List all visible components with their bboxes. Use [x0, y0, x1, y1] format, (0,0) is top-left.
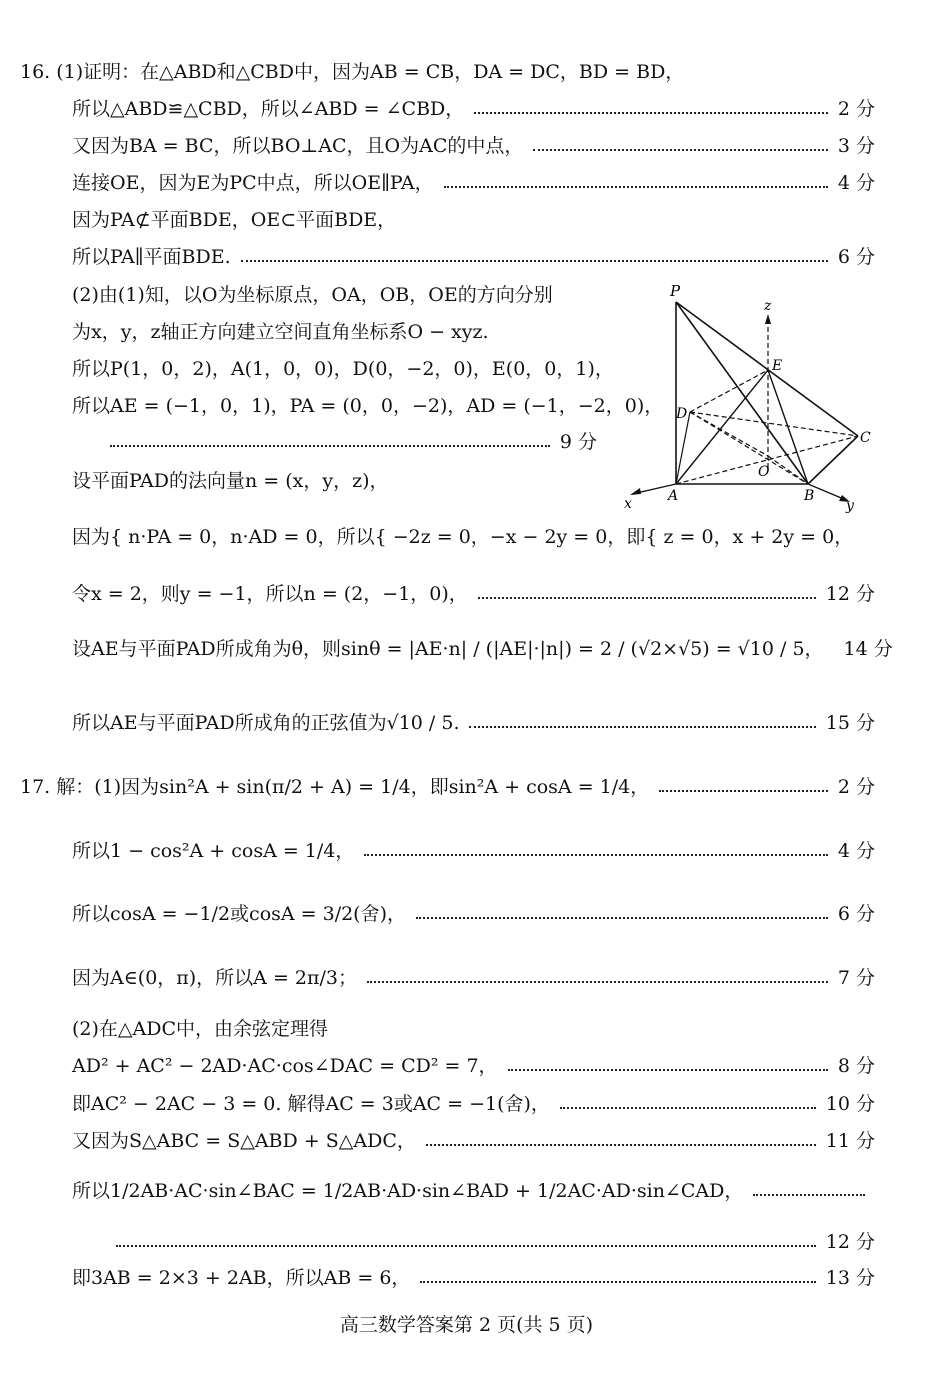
score-label: 12 分 [825, 583, 875, 605]
score-label: 7 分 [837, 967, 875, 989]
q17-line-2 [72, 836, 875, 866]
edge-AE [676, 370, 768, 484]
score-label: 10 分 [825, 1093, 875, 1115]
score-label: 15 分 [825, 712, 875, 734]
label-y: y [846, 498, 854, 514]
q17-text-3: 所以cosA = −1/2或cosA = 3/2(舍)， [72, 903, 407, 925]
q16-text-16: 所以AE与平面PAD所成角的正弦值为√10 / 5. [72, 712, 460, 734]
q16-text-4: 连接OE，因为E为PC中点，所以OE∥PA， [72, 172, 434, 194]
q16-text-2: 所以△ABD≌△CBD，所以∠ABD = ∠CBD， [72, 98, 465, 120]
q17-line-3 [72, 899, 875, 929]
label-A: A [668, 488, 679, 504]
q17-line-7 [72, 1089, 875, 1119]
q16-line-9 [72, 354, 614, 384]
leader-dots [241, 258, 828, 262]
score-label: 9 分 [559, 431, 597, 453]
q16-line-2 [72, 94, 875, 124]
z-axis-arrow [765, 314, 771, 324]
leader-dots [110, 443, 550, 447]
leader-dots [416, 915, 828, 919]
leader-dots [478, 595, 816, 599]
q16-line-12 [72, 466, 603, 496]
leader-dots [469, 724, 815, 728]
edge-AD-front [676, 412, 690, 484]
q16-text-9: 所以P(1，0，2)，A(1，0，0)，D(0，−2，0)，E(0，0，1)， [72, 358, 614, 380]
q16-line-16 [72, 708, 875, 738]
q16-text-14: 令x = 2，则y = −1，所以n = (2，−1，0)， [72, 583, 468, 605]
leader-dots [533, 147, 827, 151]
score-label: 6 分 [837, 903, 875, 925]
label-P: P [670, 282, 681, 300]
leader-dots [560, 1105, 816, 1109]
leader-dots [426, 1142, 816, 1146]
q16-line-10 [72, 391, 664, 421]
edge-PB [676, 302, 808, 484]
q17-text-4: 因为A∈(0，π)，所以A = 2π/3； [72, 967, 357, 989]
q16-text-15: 设AE与平面PAD所成角为θ，则sinθ = |AE·n| / (|AE|·|n|) = 2 / (√2×√5) = √10 / 5， [72, 638, 824, 660]
leader-dots [508, 1067, 828, 1071]
label-O: O [758, 464, 770, 480]
edge-DB [690, 412, 808, 484]
q16-line-5 [72, 205, 875, 235]
q16-text-5: 因为PA⊄平面BDE，OE⊂平面BDE， [72, 209, 397, 231]
page-footer: 高三数学答案第 2 页(共 5 页) [339, 1314, 594, 1336]
label-z: z [764, 298, 772, 314]
label-D: D [676, 406, 688, 422]
q17-text-1: 解：(1)因为sin²A + sin(π/2 + A) = 1/4，即sin²A + cosA = 1/4， [56, 776, 650, 798]
score-label: 14 分 [843, 638, 893, 660]
q16-text-8: 为x，y，z轴正方向建立空间直角坐标系O − xyz. [72, 321, 489, 343]
q17-text-7: 即AC² − 2AC − 3 = 0. 解得AC = 3或AC = −1(舍)， [72, 1093, 550, 1115]
q17-text-5: (2)在△ADC中，由余弦定理得 [72, 1018, 329, 1040]
q17-line-5 [72, 1014, 875, 1044]
edge-BE [768, 370, 808, 484]
q16-line-15 [72, 634, 893, 664]
label-B: B [804, 488, 815, 504]
q16-line-8 [72, 317, 603, 347]
label-C: C [860, 430, 871, 446]
score-label: 6 分 [837, 246, 875, 268]
q17-line-10 [116, 1227, 875, 1257]
score-label: 13 分 [825, 1267, 875, 1289]
q16-text-13: 因为{ n·PA = 0，n·AD = 0，所以{ −2z = 0，−x − 2y = 0，即{ z = 0，x + 2y = 0， [72, 526, 854, 548]
q16-line-14 [72, 579, 875, 609]
q16-line-4 [72, 168, 875, 198]
q16-number: 16. [20, 61, 51, 83]
score-label: 12 分 [825, 1231, 875, 1253]
score-label: 2 分 [837, 98, 875, 120]
leader-dots [659, 788, 828, 792]
score-label: 4 分 [837, 172, 875, 194]
edge-DC [690, 412, 858, 436]
q16-text-3: 又因为BA = BC，所以BO⊥AC，且O为AC的中点， [72, 135, 524, 157]
q16-text-7: (2)由(1)知，以O为坐标原点，OA，OB，OE的方向分别 [72, 284, 553, 306]
q16-line-1 [20, 57, 875, 87]
leader-dots [364, 852, 827, 856]
score-label: 3 分 [837, 135, 875, 157]
q17-line-6 [72, 1051, 875, 1081]
label-x: x [624, 496, 632, 512]
q17-text-8: 又因为S△ABC = S△ABD + S△ADC， [72, 1130, 416, 1152]
q16-line-11 [110, 427, 597, 457]
leader-dots [367, 979, 828, 983]
q16-line-3 [72, 131, 875, 161]
q17-text-11: 即3AB = 2×3 + 2AB，所以AB = 6， [72, 1267, 411, 1289]
q16-text-6: 所以PA∥平面BDE. [72, 246, 231, 268]
score-label: 11 分 [825, 1130, 875, 1152]
edge-OB [768, 456, 808, 484]
q16-line-7 [72, 280, 603, 310]
x-axis-arrow [630, 488, 641, 495]
leader-dots [420, 1279, 815, 1283]
leader-dots [474, 110, 828, 114]
q17-text-2: 所以1 − cos²A + cosA = 1/4， [72, 840, 355, 862]
leader-dots [753, 1192, 865, 1196]
score-label: 8 分 [837, 1055, 875, 1077]
q17-text-6: AD² + AC² − 2AD·AC·cos∠DAC = CD² = 7， [72, 1055, 498, 1077]
geometry-figure [620, 278, 880, 518]
score-label: 2 分 [837, 776, 875, 798]
leader-dots [116, 1243, 816, 1247]
q17-line-1 [20, 772, 875, 802]
q17-line-8 [72, 1126, 875, 1156]
q16-line-6 [72, 242, 875, 272]
score-label: 4 分 [837, 840, 875, 862]
q16-text-10: 所以AE = (−1，0，1)，PA = (0，0，−2)，AD = (−1，−2，0)， [72, 395, 664, 417]
q17-line-11 [72, 1263, 875, 1293]
leader-dots [444, 184, 828, 188]
q17-number: 17. [20, 776, 51, 798]
q17-text-9: 所以1/2AB·AC·sin∠BAC = 1/2AB·AD·sin∠BAD + 1/2AC·AD·sin∠CAD， [72, 1180, 744, 1202]
q17-line-4 [72, 963, 875, 993]
label-E: E [772, 358, 783, 374]
q16-line-13 [72, 522, 875, 552]
q16-text-12: 设平面PAD的法向量n = (x，y，z)， [72, 470, 389, 492]
q17-line-9 [72, 1176, 875, 1206]
q16-text-1: (1)证明：在△ABD和△CBD中，因为AB = CB，DA = DC，BD = BD， [56, 61, 685, 83]
